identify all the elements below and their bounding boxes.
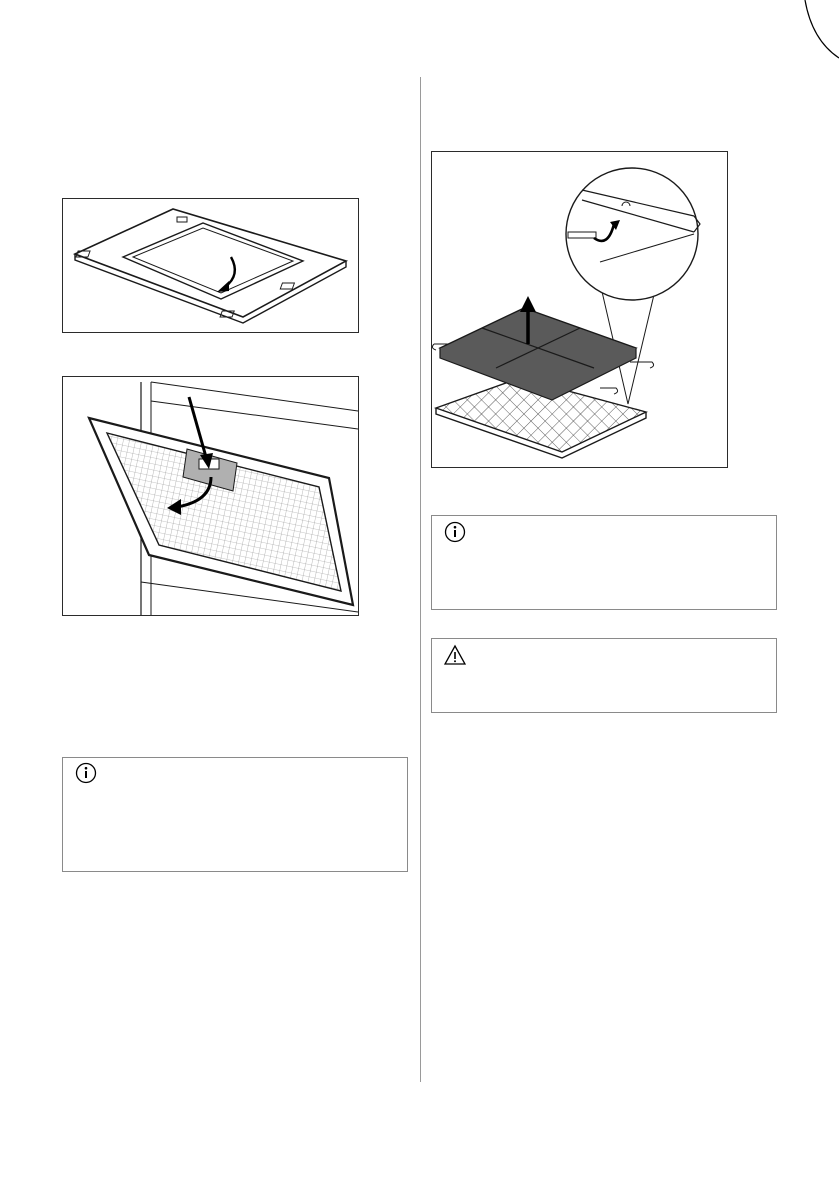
warning-notice-right: [431, 638, 777, 713]
page-corner-line: [0, 0, 839, 60]
info-icon: [444, 521, 466, 543]
grease-filter-release-figure: [62, 376, 359, 616]
warning-triangle-icon: [444, 644, 466, 666]
info-notice-left: [62, 757, 408, 872]
info-notice-right: [431, 515, 777, 610]
info-icon: [75, 762, 97, 784]
grease-filter-illustration: [63, 377, 358, 615]
column-divider: [420, 77, 421, 1082]
carbon-filter-remove-figure: [431, 151, 728, 468]
carbon-filter-illustration: [432, 152, 727, 467]
hood-filter-rotate-figure: [62, 198, 359, 333]
hood-underside-illustration: [63, 199, 358, 332]
